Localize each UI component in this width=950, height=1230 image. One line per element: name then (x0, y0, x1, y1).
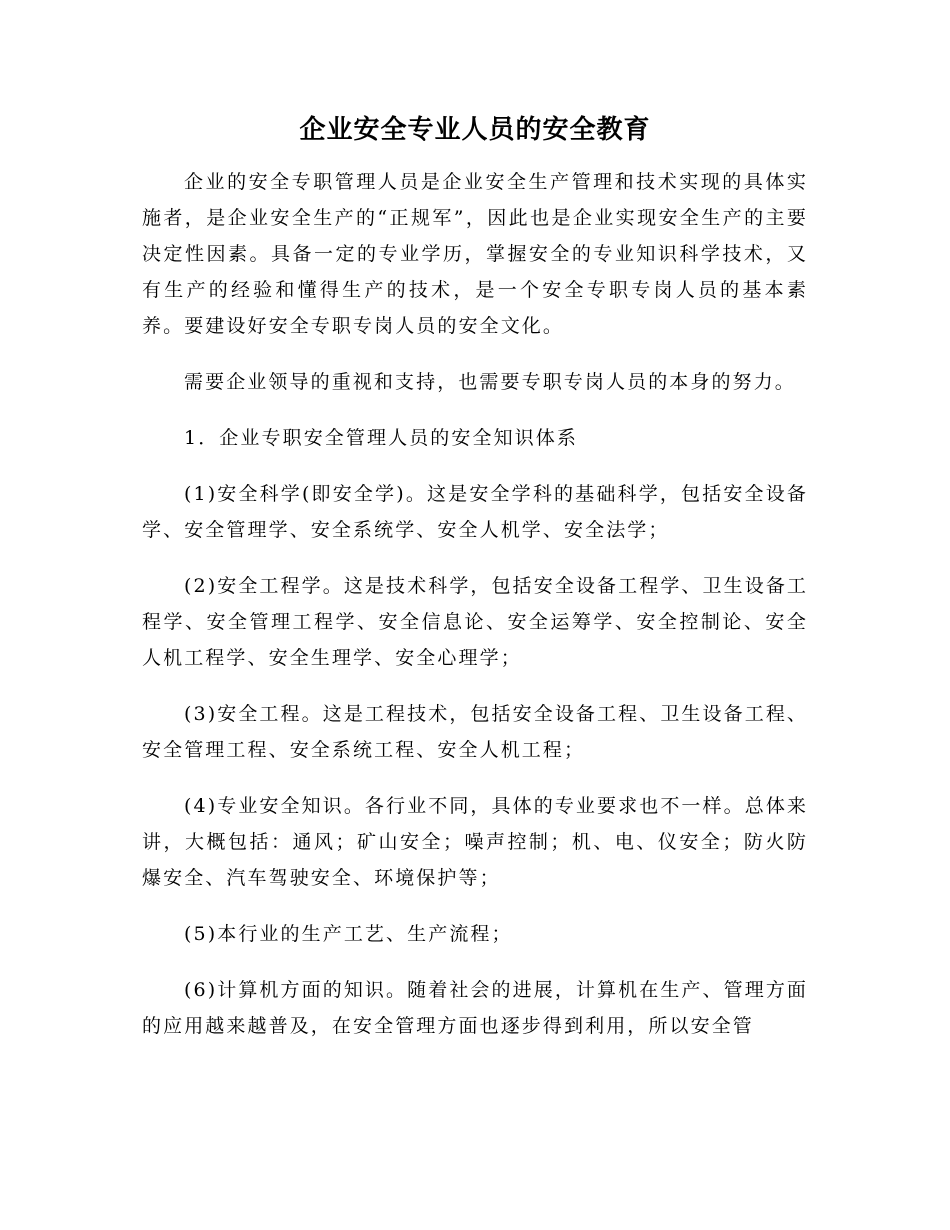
list-item-production-process: (5)本行业的生产工艺、生产流程； (184, 923, 513, 945)
section-heading-knowledge-system: 1．企业专职安全管理人员的安全知识体系 (184, 427, 578, 449)
paragraph-intro: 企业的安全专职管理人员是企业安全生产管理和技术实现的具体实施者，是企业安全生产的“正规军”，因此也是企业实现安全生产的主要决定性因素。具备一定的专业学历，掌握安全的专业知识科学技术，又有生产的经验和懂得生产的技术，是一个安全专职专岗人员的基本素养。要建设好安全专职专岗人员的安全文化。 (142, 171, 808, 337)
list-item-computer-knowledge: (6)计算机方面的知识。随着社会的进展，计算机在生产、管理方面的应用越来越普及，在安全管理方面也逐步得到利用，所以安全管 (142, 979, 809, 1037)
paragraph-support: 需要企业领导的重视和支持，也需要专职专岗人员的本身的努力。 (184, 371, 796, 393)
document-body (142, 164, 808, 1064)
list-item-safety-engineering-science: (2)安全工程学。这是技术科学，包括安全设备工程学、卫生设备工程学、安全管理工程学、安全信息论、安全运筹学、安全控制论、安全人机工程学、安全生理学、安全心理学； (142, 575, 809, 669)
list-item-safety-engineering: (3)安全工程。这是工程技术，包括安全设备工程、卫生设备工程、安全管理工程、安全系统工程、安全人机工程； (142, 703, 809, 761)
list-item-professional-safety-knowledge: (4)专业安全知识。各行业不同，具体的专业要求也不一样。总体来讲，大概包括：通风；矿山安全；噪声控制；机、电、仪安全；防火防爆安全、汽车驾驶安全、环境保护等； (142, 795, 809, 889)
document-title: 企业安全专业人员的安全教育 (299, 115, 651, 145)
list-item-safety-science: (1)安全科学(即安全学)。这是安全学科的基础科学，包括安全设备学、安全管理学、安全系统学、安全人机学、安全法学； (142, 483, 808, 541)
